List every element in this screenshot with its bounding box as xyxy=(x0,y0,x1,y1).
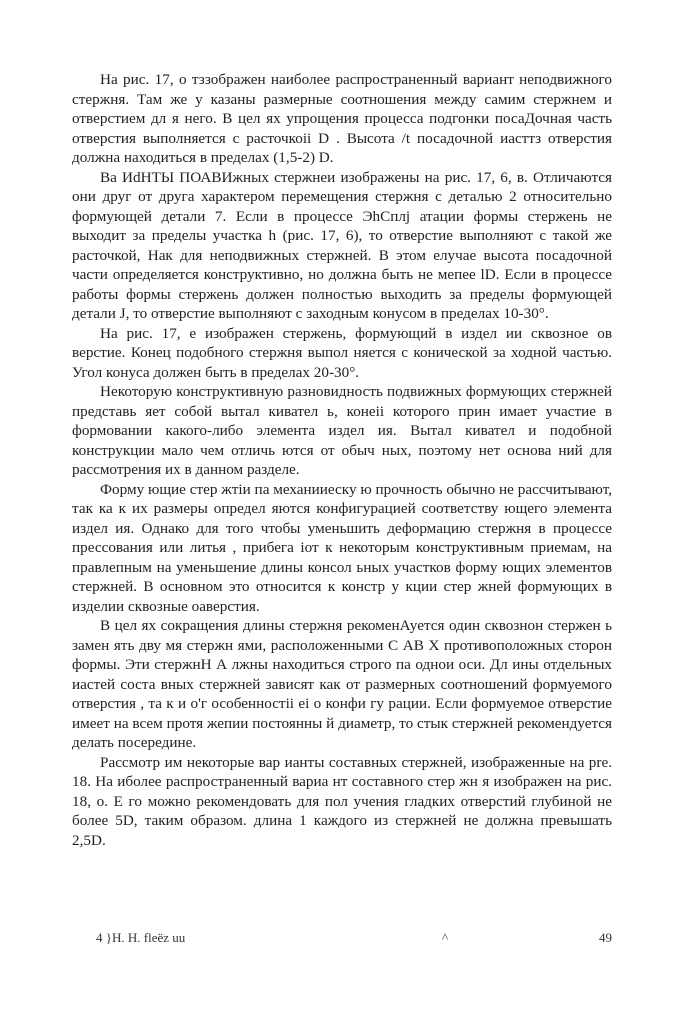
paragraph-2: Ва ИdНТЫ ПОАВИжных стержнеи изображены на рис. 17, 6, в. Отличаются они друг от друга характером перемещения стержня с деталью 2 относительно формующей детали 7. Если в процессе ЭhСплj атации формы стержень не выходит за пределы участка h (рис. 17, 6), то отверстие выполняют с такой же расточкой, Нак для неподвижных стержней. В этом елучае высота посадочной части определяется конструктивно, но должна быть не мепее lD. Если в процессе работы формы стержень должен полностью выходить за пределы формующей детали J, то отверстие выполняют с заходным конусом в пределах 10-30°. xyxy=(72,168,612,322)
paragraph-6: В цел ях сокращения длины стержня рекоменАуется один сквознон стержен ь замен ять дву мя стержн ями, расположенными С АВ Х противоположных сторон формы. Эти стержнН А лжны находиться строго па однои оси. Дл ины отдельных иастей соста вных стержней зависят как от размерных соотношений формуемого отверстия , та к и о'г особенностіі еі о конфи гу рации. Если формуемое отверстие имеет на всем протя жепии постоянны й диаметр, то стык стержней рекомендуется делать посередине. xyxy=(72,617,612,751)
paragraph-3: На рис. 17, е изображен стержень, формующий в издел ии сквозное ов верстие. Конец подобного стержня выпол няется с конической за ходной частью. Угол конуса должен быть в пределах 20-30°. xyxy=(72,324,612,381)
paragraph-4: Некоторую конструктивную разновидность подвижных формующих стержней представь яет собой вытал кивател ь, конеіі которого прин имает участие в формовании какого-либо элемента издел ия. Вытал кивател и подобной конструкции мало чем отличь ются от обыч ных, поэтому нет основа ний для рассмотрения их в данном разделе. xyxy=(72,383,612,478)
body-text xyxy=(72,70,612,850)
paragraph-5: Форму ющие стер жтіи па механииеску ю прочность обычно не рассчитывают, так ка к их размеры определ яются конфигурацией соответству ющего элемента издел ия. Однако для того чтобы уменьшить деформацию стержня в процессе прессования или литья , прибега іот к некоторым конструктивным приемам, на правлепным на уменьшение длины консол ьных участков форму ющих элементов стержней. В основном это относится к констр у кции стер жней формующих в изделии сквозные оаверстия. xyxy=(72,480,612,615)
paragraph-7: Рассмотр им некоторые вар ианты составных стержней, изображенные на pre. 18. На иболее распространенный вариа нт составного стер жн я изображен на рис. 18, о. Е го можно рекомендовать для пол учения гладких отверстий глубиной не более 5D, таким образом. длина 1 каждого из стержней не должна превышать 2,5D. xyxy=(72,753,612,849)
page-number: 49 xyxy=(599,930,612,945)
page-footer xyxy=(72,930,612,950)
signature-mark: 4 }Н. Н. fleëz uu xyxy=(96,930,186,945)
paragraph-1: На рис. 17, о тззображен наиболее распространенный вариант неподвижного стержня. Там же у казаны размерные соотношения между самим стержнем и отверстием дл я него. В цел ях упрощения процесса подгонки посаДочная часть отверстия выполняется с расточкоіі D . Высота /t посадочной иаcттз отверстия должна находиться в пределах (1,5-2) D. xyxy=(72,71,612,166)
footer-caret: ^ xyxy=(442,930,449,945)
